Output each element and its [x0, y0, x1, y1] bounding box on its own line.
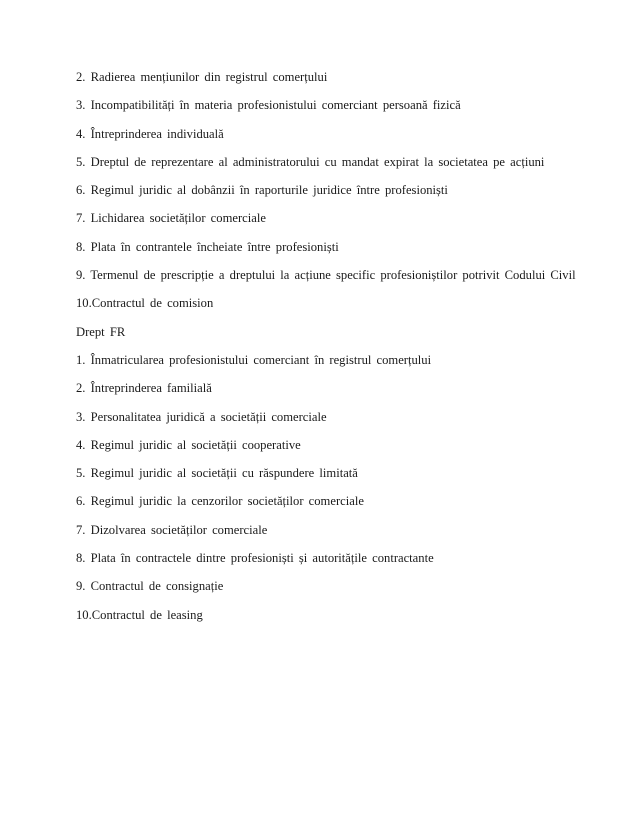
list-item: 7. Lichidarea societăților comerciale: [76, 211, 266, 226]
list-item: 5. Regimul juridic al societății cu răspundere limitată: [76, 466, 358, 481]
list-item: 9. Termenul de prescripție a dreptului la acțiune specific profesioniștilor potrivit Codului Civil: [76, 268, 576, 283]
list-item: 10.Contractul de comision: [76, 296, 214, 311]
list-item: 6. Regimul juridic la cenzorilor societăților comerciale: [76, 494, 364, 509]
list-item: 3. Incompatibilități în materia profesionistului comerciant persoană fizică: [76, 98, 461, 113]
list-item: 1. Înmatricularea profesionistului comerciant în registrul comerțului: [76, 352, 432, 367]
list-item: 5. Dreptul de reprezentare al administratorului cu mandat expirat la societatea pe acțiuni: [76, 154, 545, 169]
list-item: 8. Plata în contrantele încheiate între profesioniști: [76, 239, 339, 254]
list-item: 2. Întreprinderea familială: [76, 381, 212, 396]
list-item: 9. Contractul de consignație: [76, 579, 224, 594]
section-heading: Drept FR: [76, 324, 126, 339]
list-item: 4. Regimul juridic al societății cooperative: [76, 437, 301, 452]
list-item: 8. Plata în contractele dintre profesioniști și autoritățile contractante: [76, 551, 434, 566]
list-item: 2. Radierea mențiunilor din registrul comerțului: [76, 70, 328, 84]
list-item: 3. Personalitatea juridică a societății comerciale: [76, 409, 327, 424]
list-item: 4. Întreprinderea individuală: [76, 126, 224, 141]
list-item: 10.Contractul de leasing: [76, 607, 203, 622]
list-item: 7. Dizolvarea societăților comerciale: [76, 522, 268, 537]
document-body: [76, 70, 596, 636]
list-item: 6. Regimul juridic al dobânzii în raporturile juridice între profesioniști: [76, 183, 448, 198]
